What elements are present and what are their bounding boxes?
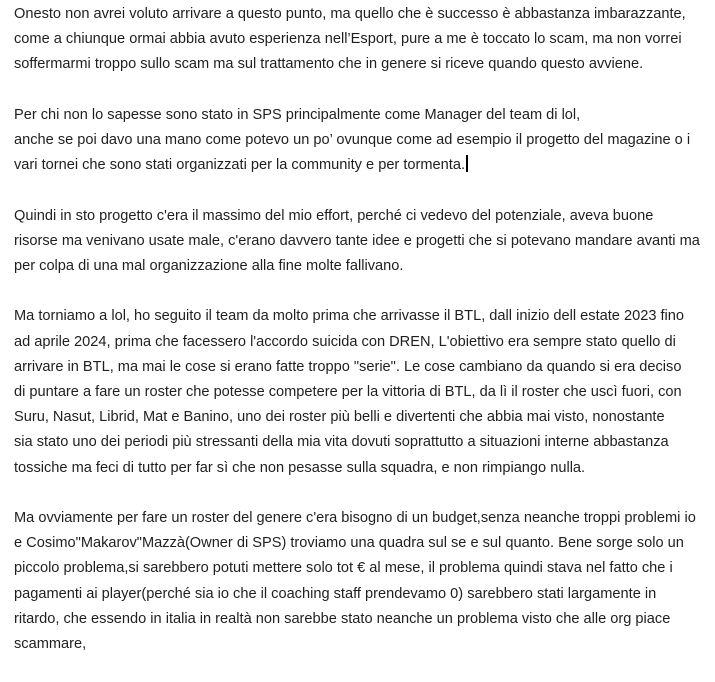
- text-line: di puntare a fare un roster che potesse competere per la vittoria di BTL, da lì il roster che uscì fuori, con: [14, 384, 682, 400]
- paragraph: [14, 304, 714, 480]
- text-segment: vari tornei che sono stati organizzati per la community e per tormenta.: [14, 157, 465, 174]
- text-line: Per chi non lo sapesse sono stato in SPS principalmente come Manager del team di lol,: [14, 106, 581, 123]
- text-line: risorse ma venivano usate male, c'erano davvero tante idee e progetti che si potevano mandare avanti ma: [14, 232, 700, 249]
- document-body[interactable]: [14, 2, 714, 682]
- text-line: come a chiunque ormai abbia avuto esperienza nell’Esport, pure a me è toccato lo scam, ma non vorrei: [14, 31, 682, 48]
- text-line: Onesto non avrei voluto arrivare a questo punto, ma quello che è successo è abbastanza imbarazzante,: [14, 6, 686, 22]
- text-line: pagamenti ai player(perché sia io che il coaching staff prendevamo 0) sarebbero stati largamente in: [14, 585, 657, 602]
- text-line: scammare,: [14, 636, 87, 653]
- paragraph: [14, 204, 714, 280]
- paragraph: [14, 103, 714, 179]
- text-line-with-caret: [14, 153, 714, 178]
- text-line: per colpa di una mal organizzazione alla fine molte fallivano.: [14, 258, 404, 274]
- paragraph: [14, 506, 714, 657]
- text-line: soffermarmi troppo sullo scam ma sul trattamento che in genere si riceve quando questo avviene.: [14, 56, 644, 73]
- text-line: e Cosimo"Makarov"Mazzà(Owner di SPS) troviamo una quadra sul se e sul quanto. Bene sorge solo un: [14, 535, 684, 552]
- text-caret: [466, 155, 468, 172]
- text-line: Ma torniamo a lol, ho seguito il team da molto prima che arrivasse il BTL, dall inizio dell estate 2023 fino: [14, 308, 685, 325]
- text-line: piccolo problema,si sarebbero potuti mettere solo tot € al mese, il problema quindi stava nel fatto che i: [14, 560, 673, 577]
- text-line: Quindi in sto progetto c'era il massimo del mio effort, perché ci vedevo del potenziale, aveva buone: [14, 207, 654, 224]
- text-line: Ma ovviamente per fare un roster del genere c'era bisogno di un budget,senza neanche troppi problemi io: [14, 510, 696, 526]
- text-line: ad aprile 2024, prima che facessero l'accordo suicida con DREN, L'obiettivo era sempre stato quello di: [14, 333, 676, 350]
- text-line: tossiche ma feci di tutto per far sì che non pesasse sulla squadra, e non rimpiango nulla.: [14, 459, 586, 476]
- text-line: anche se poi davo una mano come potevo un po’ ovunque come ad esempio il progetto del magazine o i: [14, 132, 691, 148]
- text-line: sia stato uno dei periodi più stressanti della mia vita dovuti soprattutto a situazioni interne abbastanza: [14, 434, 669, 451]
- text-line: ritardo, che essendo in italia in realtà non sarebbe stato neanche un problema visto che alle org piace: [14, 610, 671, 627]
- text-line: arrivare in BTL, ma mai le cose si erano fatte troppo "serie". Le cose cambiano da quando si era deciso: [14, 358, 682, 375]
- paragraph: [14, 2, 714, 78]
- text-line: Suru, Nasut, Librid, Mat e Banino, uno dei roster più belli e divertenti che abbia mai visto, nonostante: [14, 409, 665, 426]
